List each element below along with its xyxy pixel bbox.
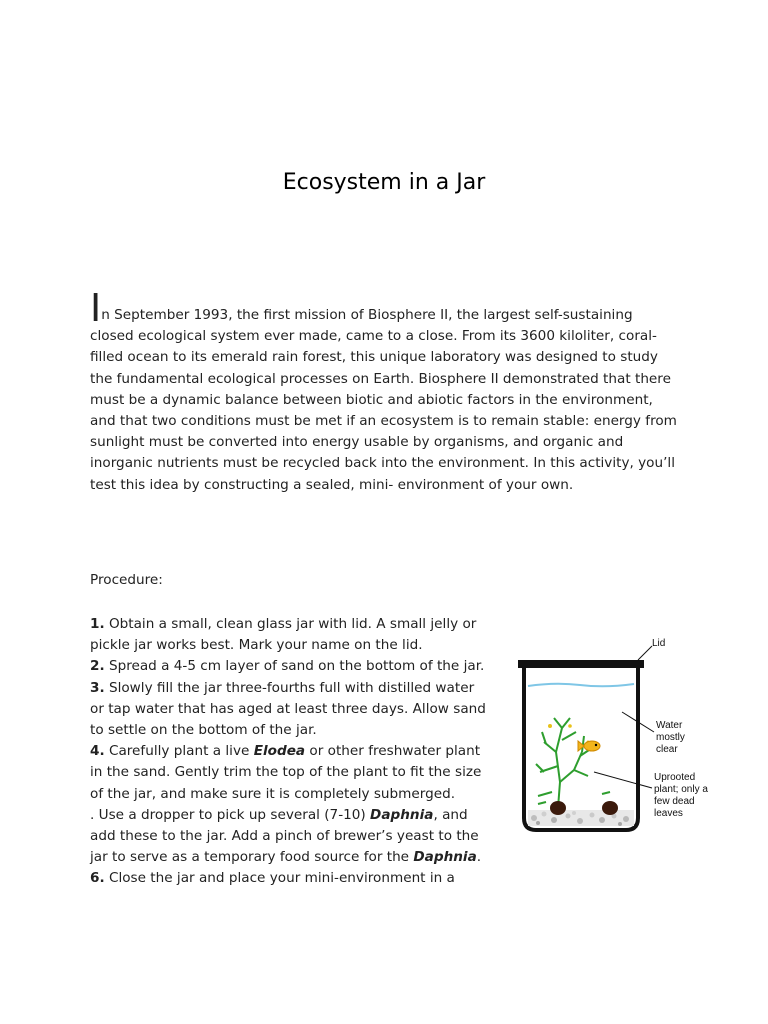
step-2 bbox=[90, 656, 490, 677]
species-name: Daphnia bbox=[370, 806, 434, 823]
step-4 bbox=[90, 741, 490, 805]
step-text: . Use a dropper to pick up several (7-10) bbox=[90, 806, 371, 823]
label-plant: Uprooted plant; only a few dead leaves bbox=[654, 772, 708, 819]
rock bbox=[550, 801, 566, 815]
page-title: Ecosystem in a Jar bbox=[282, 170, 486, 195]
species-name: Elodea bbox=[253, 743, 306, 760]
step-text: , and add these to the jar. Add a pinch of brewer’s yeast to the jar to serve as a temporary food source for the bbox=[90, 806, 479, 866]
procedure-steps bbox=[90, 614, 490, 890]
step-text: Spread a 4-5 cm layer of sand on the bottom of the jar. bbox=[104, 658, 485, 675]
step-6 bbox=[90, 868, 490, 889]
step-text: Carefully plant a live bbox=[104, 743, 254, 760]
step-number: 4. bbox=[90, 743, 105, 760]
step-text: Obtain a small, clean glass jar with lid. A small jelly or pickle jar works best. Mark your name on the lid. bbox=[90, 616, 477, 654]
fish-drawing bbox=[578, 741, 600, 751]
sand-layer bbox=[528, 810, 634, 826]
step-3 bbox=[90, 678, 490, 742]
step-number: 2. bbox=[90, 658, 105, 675]
drop-cap: I bbox=[90, 286, 102, 330]
step-5 bbox=[90, 805, 490, 869]
step-text: . bbox=[476, 849, 482, 866]
step-number: 3. bbox=[90, 679, 105, 696]
algae-bit bbox=[602, 792, 610, 794]
step-number: 1. bbox=[90, 616, 105, 632]
algae-bit bbox=[538, 802, 546, 804]
plant-drawing bbox=[536, 718, 592, 808]
species-name: Daphnia bbox=[413, 849, 477, 866]
jar-diagram bbox=[510, 632, 730, 842]
intro-text: n September 1993, the first mission of Biosphere II, the largest self-sustaining closed ecological system ever made, came to a close. From its 3600 kiloliter, coral-filled ocean to its emerald rain forest, this unique laboratory was designed to study the fundamental ecological processes on Earth. Biosphere II demonstrated that there must be a dynamic balance between biotic and abiotic factors in the environment, and that two conditions must be met if an ecosystem is to remain stable: energy from sunlight must be converted into energy usable by organisms, and organic and inorganic nutrients must be recycled back into the environment. In this activity, you’ll test this idea by constructing a sealed, mini- environment of your own. bbox=[90, 307, 677, 493]
procedure-heading: Procedure: bbox=[90, 572, 163, 588]
step-1 bbox=[90, 614, 490, 656]
label-lid: Lid bbox=[652, 638, 666, 649]
step-text: Close the jar and place your mini-environment in a bbox=[104, 870, 455, 887]
pointer-plant bbox=[594, 772, 652, 788]
intro-paragraph bbox=[90, 286, 680, 496]
step-number: 6. bbox=[90, 870, 105, 887]
water-line bbox=[528, 684, 634, 687]
step-text: or other freshwater plant in the sand. Gently trim the top of the plant to fit the size of the jar, and make sure it is completely submerged. bbox=[90, 743, 482, 802]
step-text: Slowly fill the jar three-fourths full with distilled water or tap water that has aged at least three days. Allow sand to settle on the bottom of the jar. bbox=[90, 679, 486, 739]
rock bbox=[602, 801, 618, 815]
label-water: Water mostly clear bbox=[656, 720, 685, 755]
jar-lid bbox=[518, 660, 644, 668]
pointer-lid bbox=[638, 646, 652, 660]
